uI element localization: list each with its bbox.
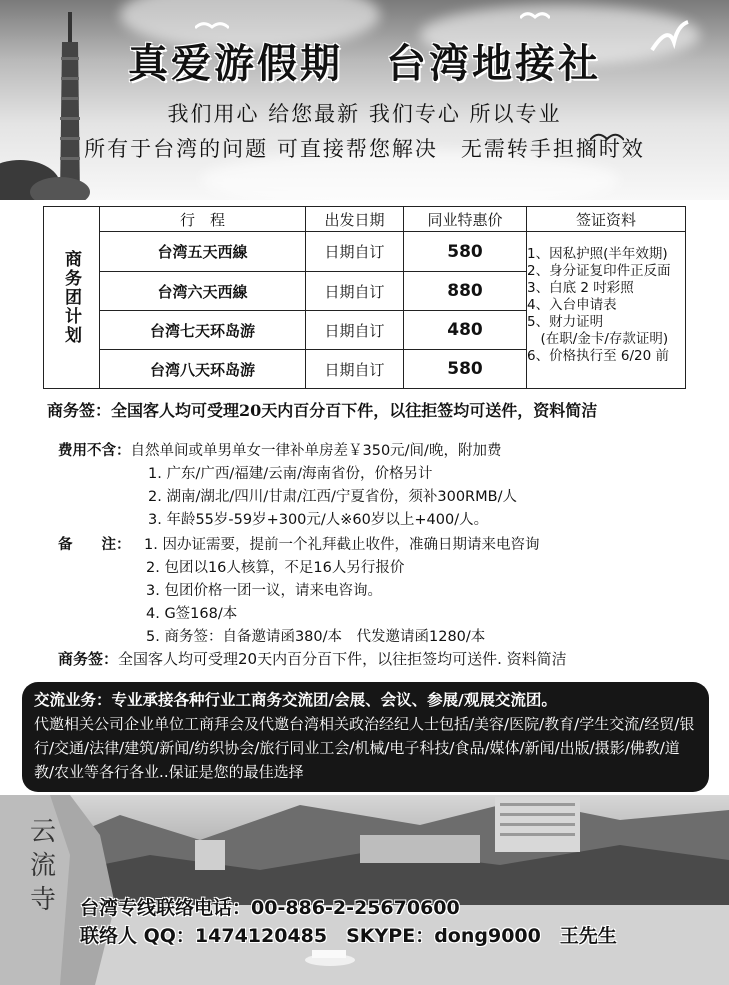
bird-icon (520, 10, 550, 24)
column-header-date: 出发日期 (306, 207, 404, 232)
business-tour-table (43, 206, 686, 389)
route-cell: 台湾五天西線 (100, 232, 306, 272)
list-item: 2. 包团以16人核算，不足16人另行报价 (146, 560, 405, 576)
exchange-body: 代邀相关公司企业单位工商拜会及代邀台湾相关政治经纪人士包括/美容/医院/教育/学生交流/经贸/银行/交通/法律/建筑/新闻/纺织协会/旅行同业工会/机械/电子科技/食品/媒体/新闻/出版/摄影/佛教/道教/农业等各行各业..保证是您的最佳选择 (34, 715, 695, 781)
price-cell: 880 (404, 272, 527, 311)
page-title: 真爱游假期 台湾地接社 (128, 40, 601, 87)
route-cell: 台湾七天环岛游 (100, 311, 306, 350)
list-item: 3. 包团价格一团一议，请来电咨询。 (146, 583, 382, 599)
fees-text: 自然单间或单男单女一律补单房差￥350元/间/晚，附加费 (130, 443, 502, 459)
list-item: 1. 广东/广西/福建/云南/海南省份，价格另计 (148, 466, 433, 482)
remarks-first: 1. 因办证需要，提前一个礼拜截止收件，准确日期请来电咨询 (144, 537, 540, 553)
list-item: 5、财力证明 (527, 314, 604, 330)
route-grid (100, 207, 527, 388)
list-item: 2、身分证复印件正反面 (527, 263, 671, 279)
contact-phone: 台湾专线联络电话：00-886-2-25670600 (80, 897, 460, 919)
list-item: (在职/金卡/存款证明) (527, 331, 669, 347)
list-item: 4、入台申请表 (527, 297, 617, 313)
date-cell: 日期自订 (306, 311, 404, 350)
column-header-route: 行 程 (100, 207, 306, 232)
route-cell: 台湾八天环岛游 (100, 350, 306, 388)
contact-person: 联络人 QQ：1474120485 SKYPE：dong9000 王先生 (80, 925, 617, 947)
business-visa-label: 商务签： (58, 650, 119, 668)
fees-label: 费用不含： (58, 443, 131, 459)
route-cell: 台湾六天西線 (100, 272, 306, 311)
date-cell: 日期自订 (306, 350, 404, 388)
list-item: 6、价格执行至 6/20 前 (527, 348, 669, 364)
remarks-row (58, 534, 539, 557)
price-cell: 580 (404, 350, 527, 388)
column-header-visa: 签证资料 (527, 207, 685, 232)
exchange-heading: 交流业务：专业承接各种行业工商务交流团/会展、会议、参展/观展交流团。 (34, 691, 557, 709)
list-item: 1、因私护照(半年效期) (527, 246, 668, 262)
remarks-label: 备 注： (58, 537, 131, 553)
lake-scenery-image (0, 795, 729, 985)
exchange-business-box (22, 682, 709, 792)
sun-moon-lake-photo (0, 795, 729, 985)
slogan-line-2: 所有于台湾的问题 可直接帮您解决 无需转手担搁时效 (84, 137, 645, 161)
rock-carving-text: 云 流 寺 (30, 817, 57, 915)
list-item: 4. G签168/本 (146, 606, 238, 622)
column-header-price: 同业特惠价 (404, 207, 527, 232)
header-banner (0, 0, 729, 200)
price-cell: 480 (404, 311, 527, 350)
list-item: 3. 年龄55岁-59岁+300元/人※60岁以上+400/人。 (148, 512, 489, 528)
date-cell: 日期自订 (306, 232, 404, 272)
business-visa-note-top: 商务签：全国客人均可受理20天内百分百下件，以往拒签均可送件，资料简洁 (47, 401, 598, 420)
list-item: 3、白底 2 吋彩照 (527, 280, 634, 296)
visa-documents-list (527, 232, 685, 365)
notes-section (58, 440, 539, 649)
business-visa-text: 全国客人均可受理20天内百分百下件，以往拒签均可送件. 资料简洁 (118, 650, 567, 668)
business-visa-note-bottom (58, 648, 567, 669)
date-cell: 日期自订 (306, 272, 404, 311)
list-item: 2. 湖南/湖北/四川/甘肃/江西/宁夏省份，须补300RMB/人 (148, 489, 517, 505)
price-cell: 580 (404, 232, 527, 272)
fees-row (58, 440, 539, 463)
slogan-line-1: 我们用心 给您最新 我们专心 所以专业 (167, 102, 562, 126)
visa-documents-column (527, 207, 685, 388)
list-item: 5. 商务签：自备邀请函380/本 代发邀请函1280/本 (146, 629, 486, 645)
table-side-label: 商务团计划 (44, 207, 100, 388)
